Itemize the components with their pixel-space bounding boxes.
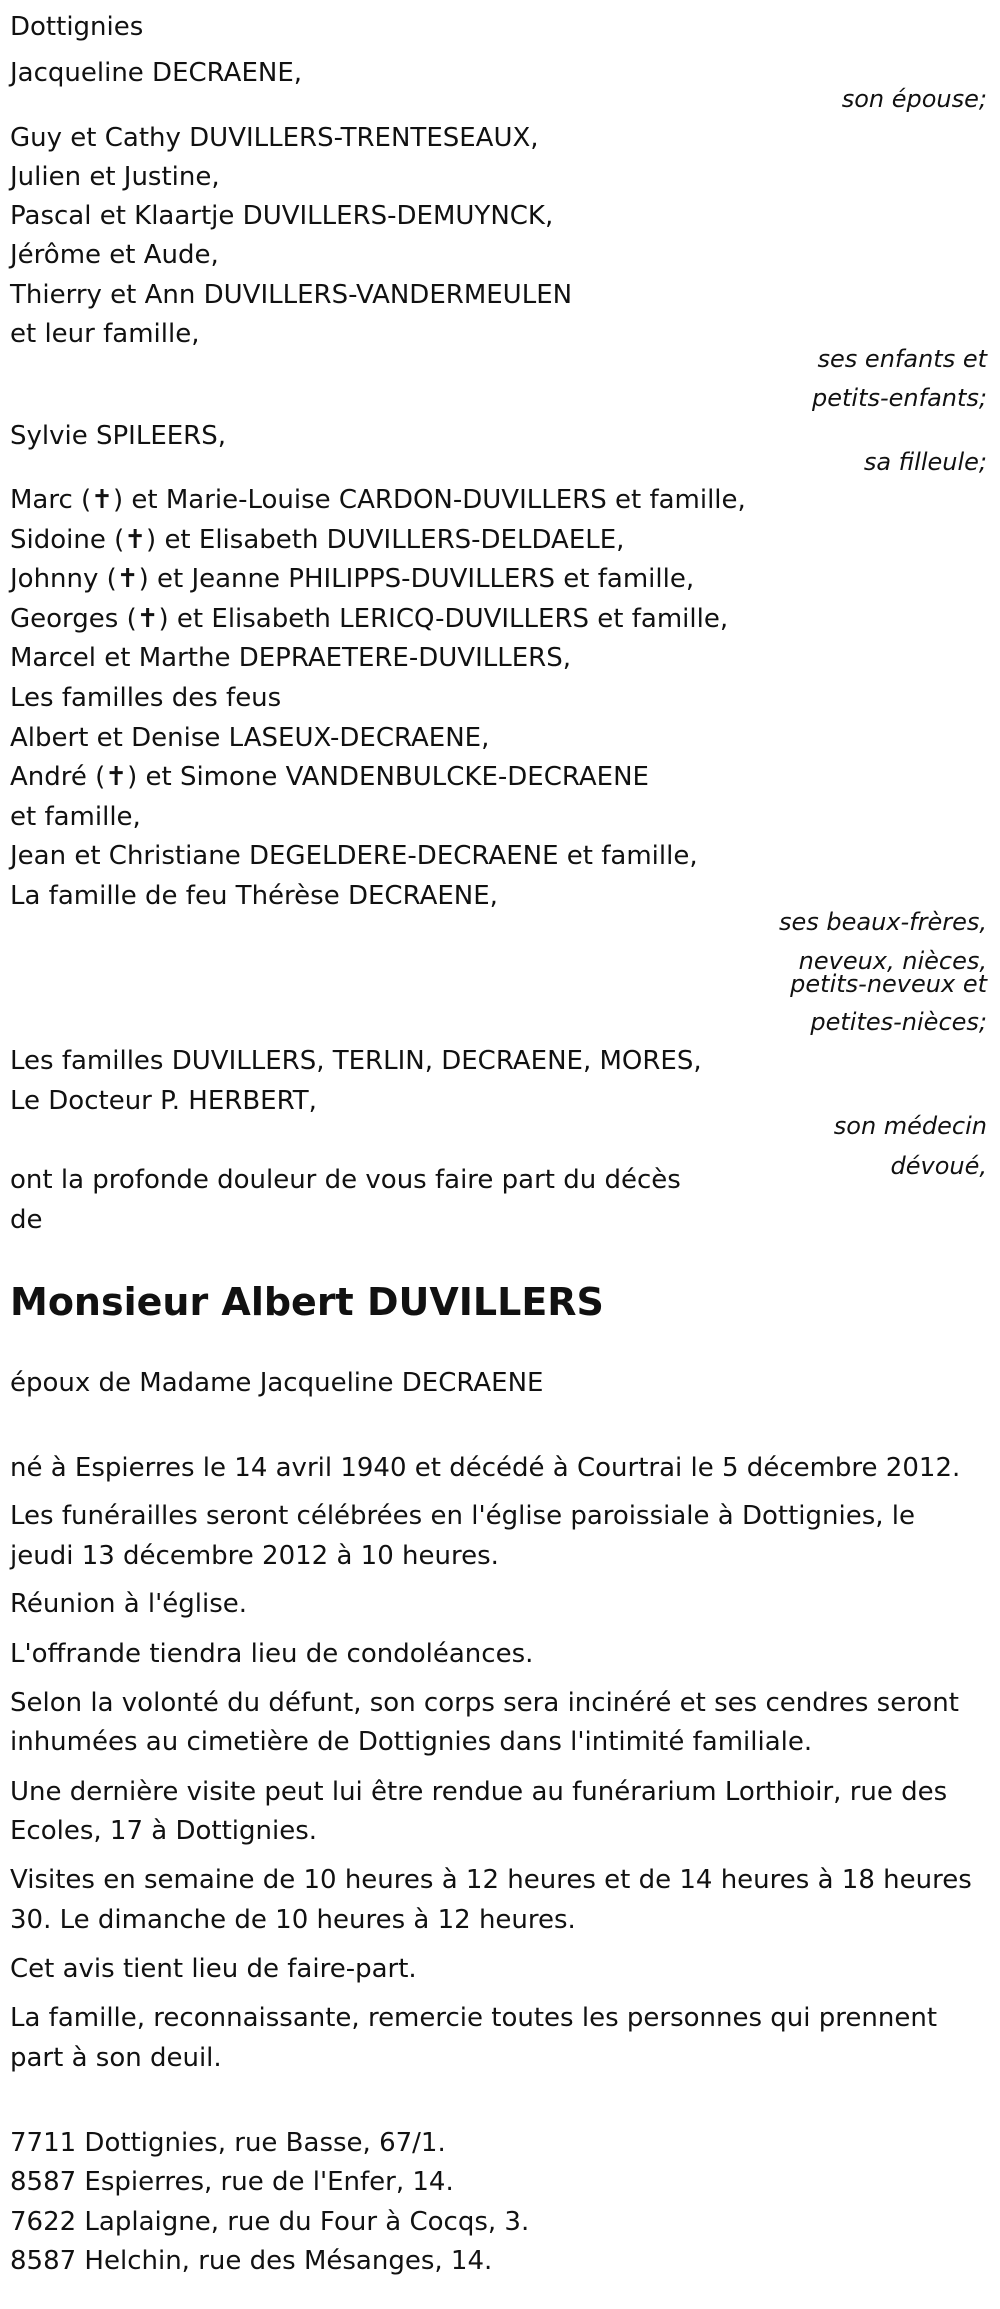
in-laws-relation: ses beaux-frères, [778, 908, 987, 936]
in-laws-relation: petits-neveux et [790, 970, 987, 998]
children-line: et leur famille, [10, 319, 200, 349]
detail-line: jeudi 13 décembre 2012 à 10 heures. [10, 1541, 499, 1571]
in-laws-line: Les familles des feus [10, 683, 282, 713]
detail-line: Cet avis tient lieu de faire-part. [10, 1954, 417, 1984]
address-line: 7622 Laplaigne, rue du Four à Cocqs, 3. [10, 2207, 530, 2237]
detail-line: 30. Le dimanche de 10 heures à 12 heures. [10, 1905, 576, 1935]
children-relation: petits-enfants; [812, 384, 987, 412]
spouse-name: Jacqueline DECRAENE, [10, 58, 303, 88]
children-line: Pascal et Klaartje DUVILLERS-DEMUYNCK, [10, 201, 554, 231]
address-line: 8587 Espierres, rue de l'Enfer, 14. [10, 2167, 454, 2197]
detail-line: La famille, reconnaissante, remercie toutes les personnes qui prennent [10, 2003, 938, 2033]
in-laws-line: et famille, [10, 802, 141, 832]
detail-line: Visites en semaine de 10 heures à 12 heures et de 14 heures à 18 heures [10, 1865, 972, 1895]
goddaughter-name: Sylvie SPILEERS, [10, 421, 227, 451]
address-line: 7711 Dottignies, rue Basse, 67/1. [10, 2128, 446, 2158]
in-laws-relation: petites-nièces; [810, 1008, 987, 1036]
detail-line: né à Espierres le 14 avril 1940 et décédé à Courtrai le 5 décembre 2012. [10, 1453, 961, 1483]
other-families-line: Les familles DUVILLERS, TERLIN, DECRAENE, MORES, [10, 1046, 702, 1076]
detail-line: Une dernière visite peut lui être rendue au funérarium Lorthioir, rue des [10, 1777, 948, 1807]
detail-line: Ecoles, 17 à Dottignies. [10, 1816, 318, 1846]
in-laws-line: André (✝) et Simone VANDENBULCKE-DECRAENE [10, 762, 649, 792]
children-relation: ses enfants et [817, 345, 987, 373]
location-heading: Dottignies [10, 12, 144, 42]
children-line: Guy et Cathy DUVILLERS-TRENTESEAUX, [10, 123, 539, 153]
announcement-line: de [10, 1205, 43, 1235]
detail-line: L'offrande tiendra lieu de condoléances. [10, 1639, 534, 1669]
children-line: Thierry et Ann DUVILLERS-VANDERMEULEN [10, 280, 573, 310]
goddaughter-relation: sa filleule; [863, 448, 987, 476]
in-laws-relation: neveux, nièces, [798, 947, 987, 975]
in-laws-line: Jean et Christiane DEGELDERE-DECRAENE et famille, [10, 841, 698, 871]
in-laws-line: Albert et Denise LASEUX-DECRAENE, [10, 723, 490, 753]
in-laws-line: Marcel et Marthe DEPRAETERE-DUVILLERS, [10, 643, 571, 673]
children-line: Jérôme et Aude, [10, 240, 219, 270]
deceased-name-heading: Monsieur Albert DUVILLERS [10, 1280, 604, 1324]
detail-line: inhumées au cimetière de Dottignies dans l'intimité familiale. [10, 1727, 813, 1757]
doctor-relation: son médecin [833, 1112, 987, 1140]
children-line: Julien et Justine, [10, 162, 220, 192]
in-laws-line: Georges (✝) et Elisabeth LERICQ-DUVILLERS et famille, [10, 604, 729, 634]
in-laws-line: La famille de feu Thérèse DECRAENE, [10, 881, 498, 911]
in-laws-line: Marc (✝) et Marie-Louise CARDON-DUVILLERS et famille, [10, 485, 746, 515]
spouse-relation: son épouse; [841, 85, 987, 113]
spouse-of-line: époux de Madame Jacqueline DECRAENE [10, 1368, 544, 1398]
detail-line: Réunion à l'église. [10, 1589, 248, 1619]
doctor-name: Le Docteur P. HERBERT, [10, 1086, 317, 1116]
in-laws-line: Johnny (✝) et Jeanne PHILIPPS-DUVILLERS et famille, [10, 564, 695, 594]
address-line: 8587 Helchin, rue des Mésanges, 14. [10, 2246, 493, 2276]
doctor-relation: dévoué, [890, 1152, 987, 1180]
detail-line: part à son deuil. [10, 2043, 222, 2073]
in-laws-line: Sidoine (✝) et Elisabeth DUVILLERS-DELDAELE, [10, 525, 625, 555]
detail-line: Les funérailles seront célébrées en l'église paroissiale à Dottignies, le [10, 1501, 915, 1531]
announcement-line: ont la profonde douleur de vous faire part du décès [10, 1165, 681, 1195]
detail-line: Selon la volonté du défunt, son corps sera incinéré et ses cendres seront [10, 1688, 959, 1718]
